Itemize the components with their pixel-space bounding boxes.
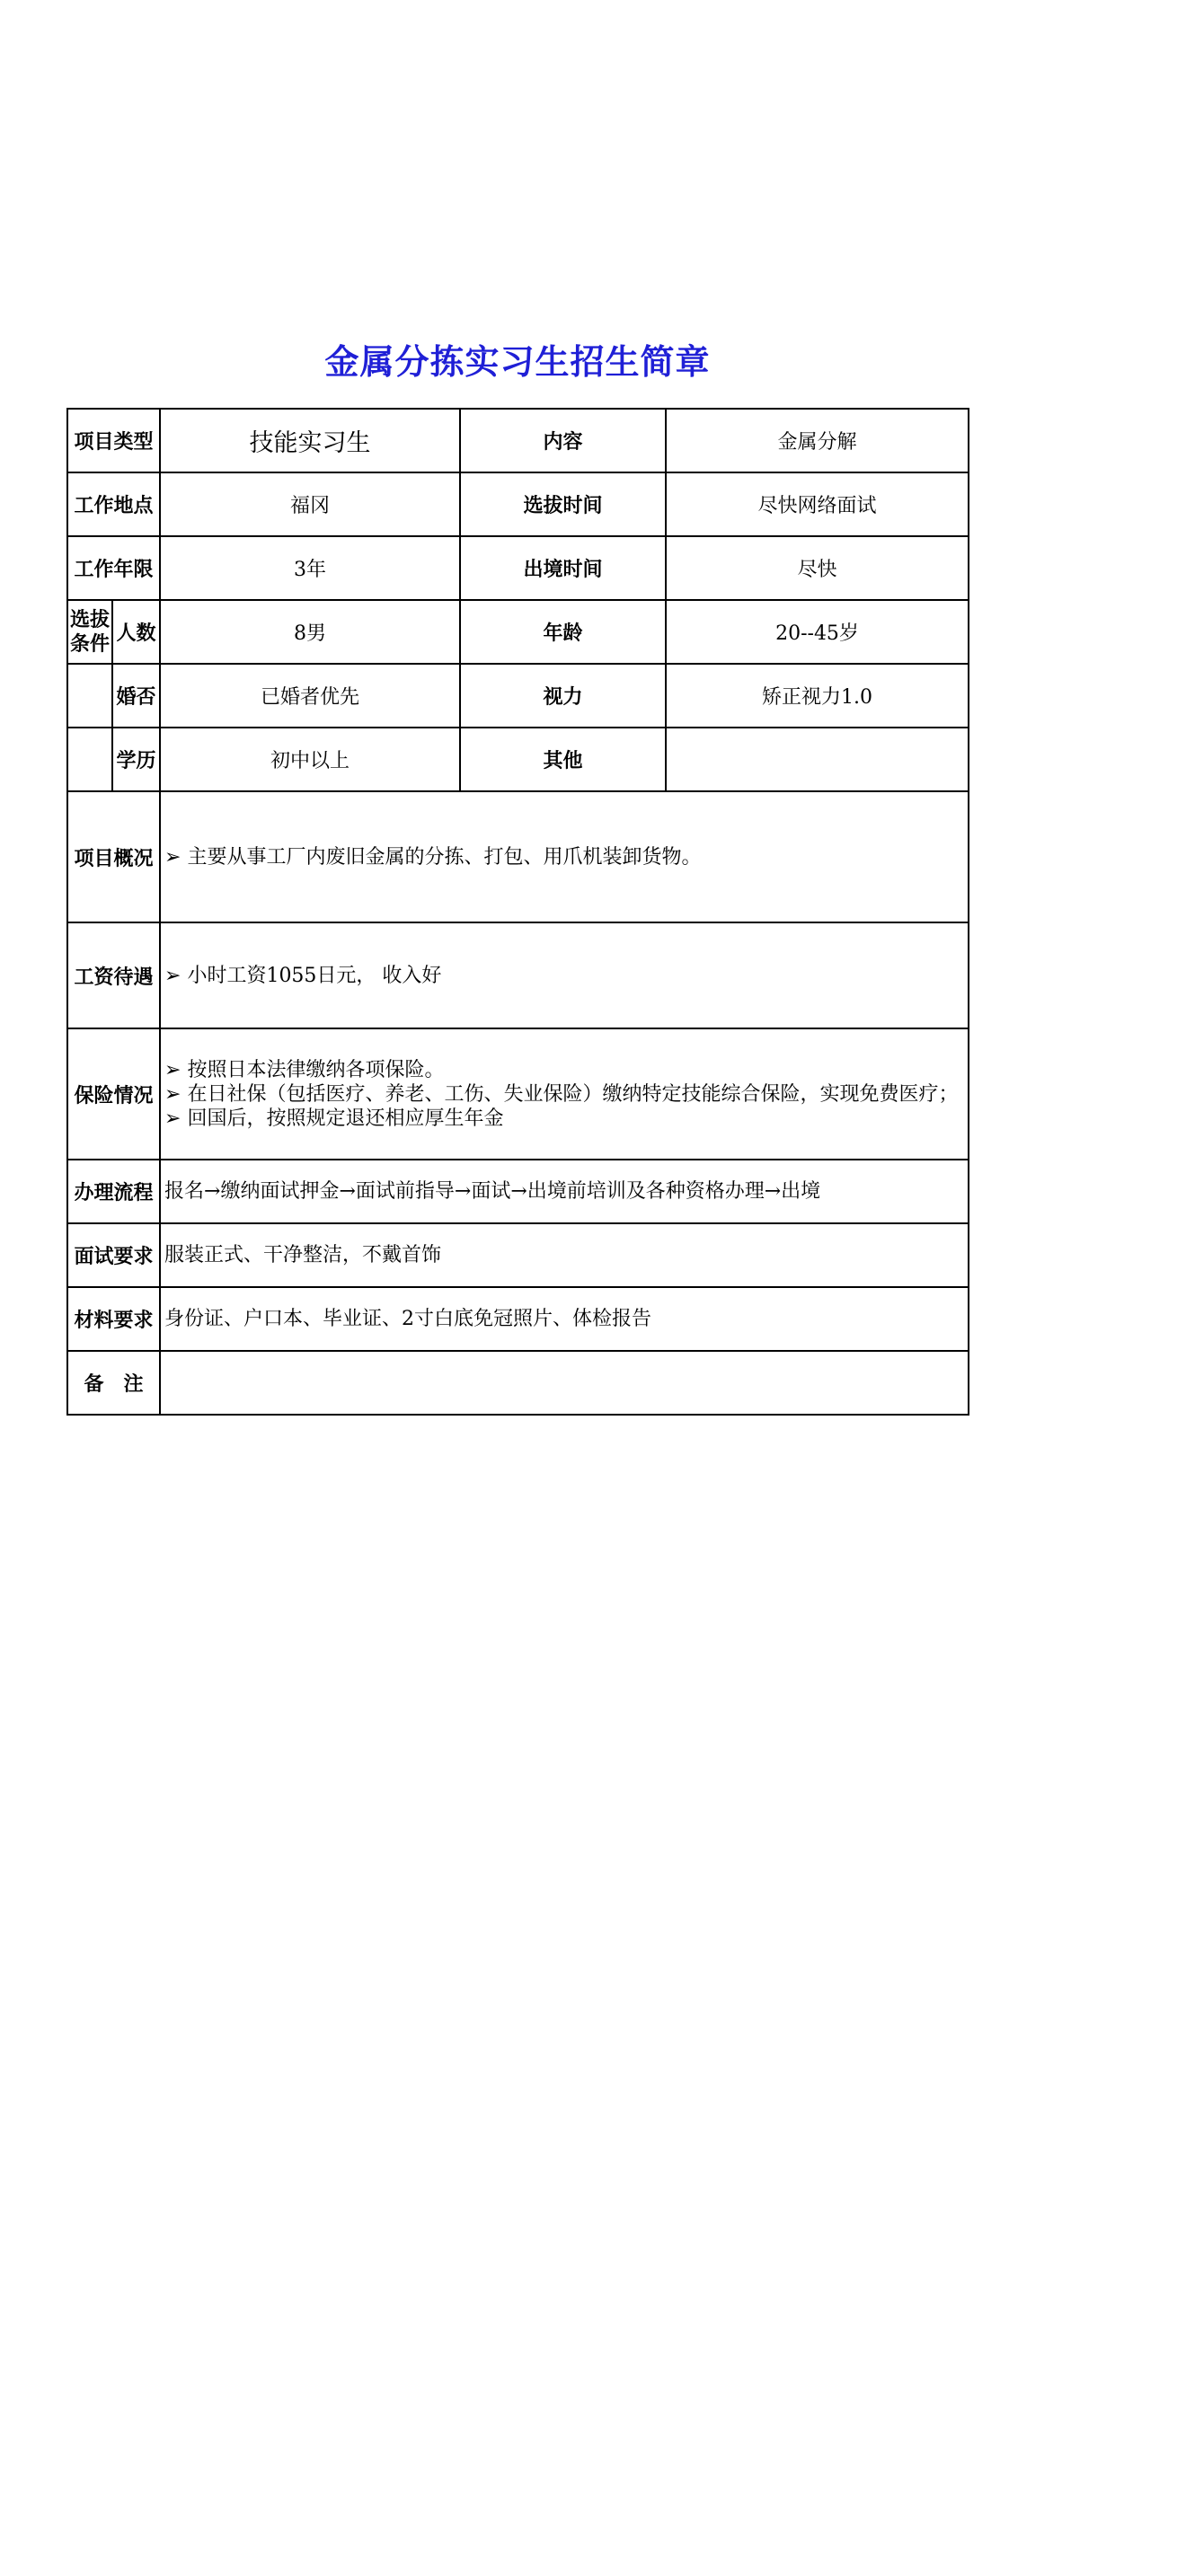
insurance-label: 保险情况 <box>67 1028 160 1160</box>
conditions-label-line1: 选拔 <box>69 608 110 631</box>
departure-label: 出境时间 <box>460 536 666 600</box>
table-row <box>67 409 969 472</box>
insurance-text <box>160 1028 969 1160</box>
empty-cell <box>67 728 112 791</box>
table-row <box>67 600 969 664</box>
education-label: 学历 <box>112 728 160 791</box>
marriage-value: 已婚者优先 <box>160 664 460 728</box>
materials-value: 身份证、户口本、毕业证、2寸白底免冠照片、体检报告 <box>160 1287 969 1351</box>
table-row <box>67 1351 969 1415</box>
age-value: 20--45岁 <box>666 600 969 664</box>
remarks-label: 备 注 <box>67 1351 160 1415</box>
interview-label: 面试要求 <box>67 1223 160 1287</box>
materials-label: 材料要求 <box>67 1287 160 1351</box>
table-row <box>67 728 969 791</box>
table-row <box>67 1160 969 1223</box>
insurance-line: ➢ 在日社保（包括医疗、养老、工伤、失业保险）缴纳特定技能综合保险，实现免费医疗； <box>164 1082 959 1106</box>
conditions-label <box>67 600 112 664</box>
table-row <box>67 1028 969 1160</box>
salary-text <box>160 922 969 1028</box>
process-label: 办理流程 <box>67 1160 160 1223</box>
headcount-label: 人数 <box>112 600 160 664</box>
recruitment-table <box>66 408 969 1416</box>
project-type-value: 技能实习生 <box>160 409 460 472</box>
age-label: 年龄 <box>460 600 666 664</box>
table-row <box>67 664 969 728</box>
project-type-label: 项目类型 <box>67 409 160 472</box>
location-label: 工作地点 <box>67 472 160 536</box>
table-row <box>67 922 969 1028</box>
other-label: 其他 <box>460 728 666 791</box>
table-row <box>67 1287 969 1351</box>
selection-time-value: 尽快网络面试 <box>666 472 969 536</box>
education-value: 初中以上 <box>160 728 460 791</box>
vision-value: 矫正视力1.0 <box>666 664 969 728</box>
overview-text <box>160 791 969 922</box>
interview-value: 服装正式、干净整洁，不戴首饰 <box>160 1223 969 1287</box>
marriage-label: 婚否 <box>112 664 160 728</box>
vision-label: 视力 <box>460 664 666 728</box>
table-row <box>67 1223 969 1287</box>
table-row <box>67 791 969 922</box>
content-label: 内容 <box>460 409 666 472</box>
term-value: 3年 <box>160 536 460 600</box>
conditions-label-line2: 条件 <box>69 632 110 656</box>
salary-label: 工资待遇 <box>67 922 160 1028</box>
overview-line: ➢ 主要从事工厂内废旧金属的分拣、打包、用爪机装卸货物。 <box>164 845 702 869</box>
table-row <box>67 472 969 536</box>
table-row <box>67 536 969 600</box>
salary-line: ➢ 小时工资1055日元， 收入好 <box>164 964 442 987</box>
remarks-value <box>160 1351 969 1415</box>
location-value: 福冈 <box>160 472 460 536</box>
content-value: 金属分解 <box>666 409 969 472</box>
empty-cell <box>67 664 112 728</box>
other-value <box>666 728 969 791</box>
headcount-value: 8男 <box>160 600 460 664</box>
overview-label: 项目概况 <box>67 791 160 922</box>
term-label: 工作年限 <box>67 536 160 600</box>
insurance-line: ➢ 按照日本法律缴纳各项保险。 <box>164 1058 445 1081</box>
page-title: 金属分拣实习生招生简章 <box>324 342 711 382</box>
selection-time-label: 选拔时间 <box>460 472 666 536</box>
process-value: 报名→缴纳面试押金→面试前指导→面试→出境前培训及各种资格办理→出境 <box>160 1160 969 1223</box>
insurance-line: ➢ 回国后，按照规定退还相应厚生年金 <box>164 1107 504 1130</box>
departure-value: 尽快 <box>666 536 969 600</box>
